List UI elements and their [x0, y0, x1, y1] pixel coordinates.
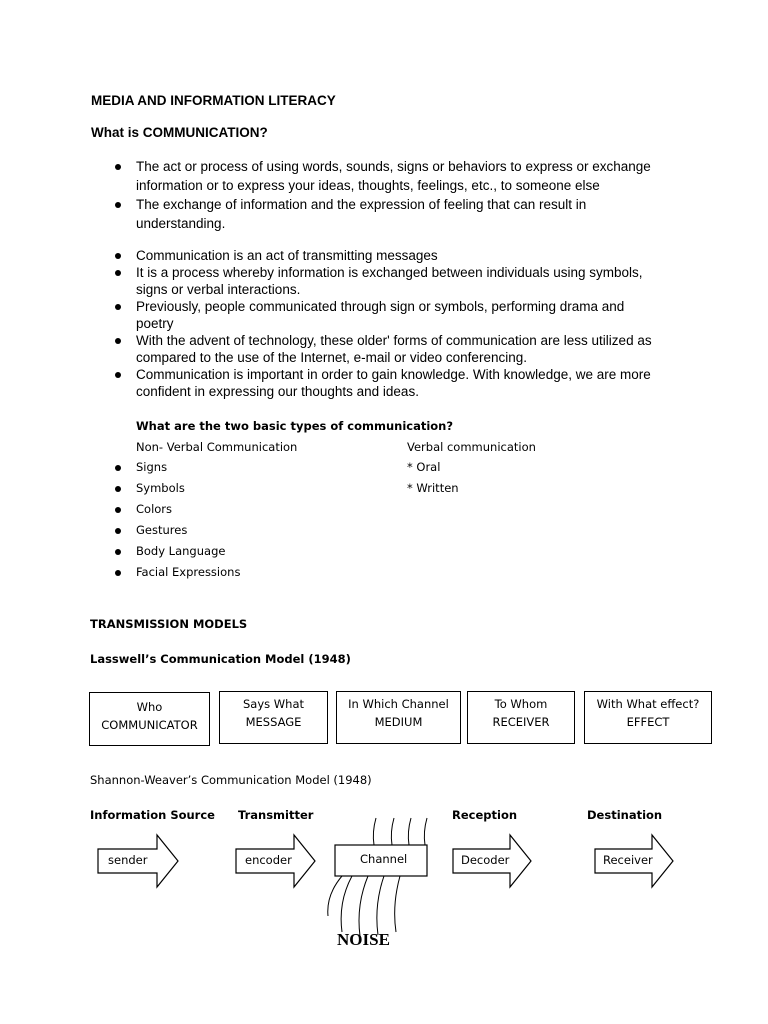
noise-line: [395, 876, 400, 932]
nonverbal-item: Colors: [136, 502, 173, 516]
nonverbal-item: Body Language: [136, 544, 226, 558]
fact-line: Previously, people communicated through sign or symbols, performing drama and: [136, 299, 625, 314]
noise-line: [408, 818, 411, 845]
arrow-label-receiver: Receiver: [603, 853, 653, 867]
noise-label: NOISE: [337, 930, 390, 949]
noise-line: [377, 876, 384, 935]
nonverbal-item: Symbols: [136, 481, 185, 495]
page-title: MEDIA AND INFORMATION LITERACY: [91, 93, 336, 108]
noise-line: [424, 818, 427, 845]
arrow-label-encoder: encoder: [245, 853, 292, 867]
fact-line: It is a process whereby information is exchanged between individuals using symbols,: [136, 265, 643, 280]
nonverbal-item: Signs: [136, 460, 168, 474]
verbal-item: * Written: [407, 481, 459, 495]
transmission-heading: TRANSMISSION MODELS: [90, 617, 248, 631]
nonverbal-item: Facial Expressions: [136, 565, 241, 579]
verbal-heading: Verbal communication: [407, 440, 536, 454]
label-reception: Reception: [452, 808, 518, 822]
noise-line: [373, 818, 376, 845]
noise-line: [328, 876, 342, 916]
noise-line: [359, 876, 368, 936]
lasswell-box-role: COMMUNICATOR: [101, 718, 198, 732]
lasswell-box-title: Says What: [242, 697, 304, 711]
nonverbal-item: Gestures: [136, 523, 188, 537]
label-information-source: Information Source: [90, 808, 215, 822]
label-destination: Destination: [587, 808, 663, 822]
shannon-heading: Shannon-Weaver’s Communication Model (1948): [90, 773, 372, 787]
fact-line: confident in expressing our thoughts and ideas.: [136, 384, 419, 399]
definition-line: information or to express your ideas, thoughts, feelings, etc., to someone else: [136, 178, 600, 193]
fact-line: compared to the use of the Internet, e-mail or video conferencing.: [136, 350, 527, 365]
noise-line: [391, 818, 394, 845]
lasswell-box-role: MEDIUM: [374, 715, 423, 729]
nonverbal-heading: Non- Verbal Communication: [136, 440, 298, 454]
verbal-item: * Oral: [407, 460, 441, 474]
definition-line: The act or process of using words, sounds, signs or behaviors to express or exchange: [136, 159, 651, 174]
channel-label: Channel: [360, 852, 408, 866]
fact-line: signs or verbal interactions.: [136, 282, 301, 297]
lasswell-box-title: With What effect?: [596, 697, 700, 711]
section-question: What is COMMUNICATION?: [91, 125, 268, 140]
fact-item: Communication is an act of transmitting messages: [136, 248, 438, 263]
lasswell-box-role: EFFECT: [626, 715, 670, 729]
lasswell-box-role: MESSAGE: [245, 715, 302, 729]
definition-line: The exchange of information and the expression of feeling that can result in: [136, 197, 587, 212]
lasswell-box-title: In Which Channel: [348, 697, 449, 711]
fact-line: With the advent of technology, these older' forms of communication are less utilized as: [136, 333, 652, 348]
types-question: What are the two basic types of communication?: [136, 419, 454, 433]
fact-line: poetry: [136, 316, 174, 331]
label-transmitter: Transmitter: [238, 808, 314, 822]
lasswell-box-title: To Whom: [494, 697, 548, 711]
definition-line: understanding.: [136, 216, 226, 231]
arrow-label-sender: sender: [108, 853, 148, 867]
noise-line: [341, 876, 352, 932]
fact-line: Communication is important in order to gain knowledge. With knowledge, we are more: [136, 367, 651, 382]
lasswell-box-role: RECEIVER: [492, 715, 550, 729]
lasswell-box-title: Who: [136, 700, 163, 714]
lasswell-heading: Lasswell’s Communication Model (1948): [90, 652, 351, 666]
arrow-label-decoder: Decoder: [461, 853, 510, 867]
